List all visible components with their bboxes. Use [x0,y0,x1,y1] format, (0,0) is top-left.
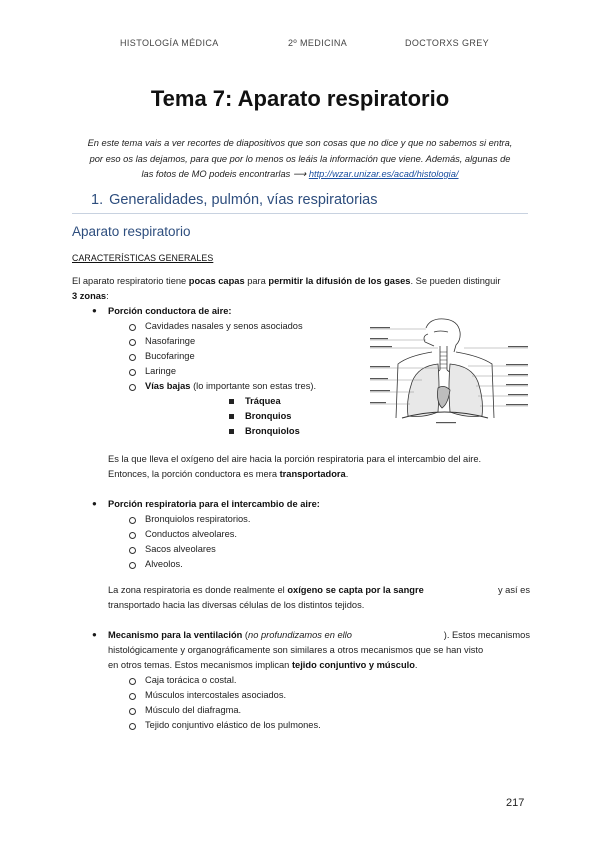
para1-bold-layers: pocas capas [188,276,245,286]
zone1-subitem [245,394,281,409]
zone2-desc-line2: transportado hacia las diversas células de los distintos tejidos. [108,600,365,610]
histology-link[interactable]: http://wzar.unizar.es/acad/histologia/ [308,169,459,179]
circle-bullet-icon [129,339,136,346]
circle-bullet-icon [129,708,136,715]
subheading-characteristics: CARACTERÍSTICAS GENERALES [72,253,214,263]
zone3-line3-bold: tejido conjuntivo y músculo [291,660,415,670]
circle-bullet-icon [129,547,136,554]
circle-bullet-icon [129,693,136,700]
zone1-description [108,452,530,482]
page-number: 217 [506,797,525,809]
zone3-paragraph [108,628,530,673]
circle-bullet-icon [129,532,136,539]
zone2-desc-line1-a [108,583,424,598]
zone2-desc-text: La zona respiratoria es donde realmente el [108,585,288,595]
zone3-item: Músculos intercostales asociados. [145,690,287,700]
zone2-item: Bronquiolos respiratorios. [145,514,251,524]
circle-bullet-icon [129,354,136,361]
intro-paragraph [68,136,532,183]
zone2-item: Conductos alveolares. [145,529,237,539]
para1-line2 [72,289,530,304]
square-bullet-icon [229,399,234,404]
para1-text-a: El aparato respiratorio tiene [72,276,189,286]
zone2-item: Alveolos. [145,559,183,569]
page-title: Tema 7: Aparato respiratorio [150,86,450,111]
zone3-line3-text: en otros temas. Estos mecanismos implican [108,660,292,670]
header-subject: HISTOLOGÍA MÉDICA [120,38,219,48]
para1-text-e: . Se pueden distinguir [410,276,501,286]
zone1-desc-bold: transportadora [279,469,346,479]
zone3-line3 [108,658,530,673]
circle-bullet-icon [129,384,136,391]
zone1-subitem-text: Bronquiolos [245,426,300,436]
zone3-item: Tejido conjuntivo elástico de los pulmones. [145,720,321,730]
zone1-item: Bucofaringe [145,351,195,361]
section-title: Generalidades, pulmón, vías respiratorias [109,192,378,208]
intro-line-3-text: las fotos de MO podeis encontrarlas ⟶ [141,169,307,179]
subsection-heading: Aparato respiratorio [72,224,191,239]
zone1-subitem [245,424,300,439]
zone1-desc-end: . [345,469,349,479]
zone3-line2: histológicamente y organográficamente son similares a otros mecanismos que se han visto [108,645,484,655]
zone3-italic: no profundizamos en ello [248,630,352,640]
intro-line-2: por eso os las dejamos, para que por lo menos os leáis la información que viene. Además, algunas de [89,153,511,164]
square-bullet-icon [229,414,234,419]
para1-bold-diffusion: permitir la difusión de los gases [268,276,411,286]
circle-bullet-icon [129,562,136,569]
zone2-item: Sacos alveolares [145,544,216,554]
respiratory-diagram-svg [368,318,530,430]
intro-line-1: En este tema vais a ver recortes de diapositivos que son cosas que no dice y que no sabemos si entra, [87,138,513,148]
vias-bajas-rest: (lo importante son estas tres). [190,381,317,391]
zone3-paren-close: ). Estos mecanismos [443,630,530,640]
intro-body-paragraph [72,274,530,304]
para1-bold-zones: 3 zonas [72,291,107,301]
para1-text-c: para [244,276,269,286]
zone3-line1 [108,628,530,643]
zone1-item: Cavidades nasales y senos asociados [145,321,303,331]
section-heading [91,192,377,208]
bullet-icon: ● [92,499,97,508]
zone2-description [108,583,530,613]
square-bullet-icon [229,429,234,434]
zone2-desc-line1 [108,583,530,598]
zone3-item: Músculo del diafragma. [145,705,242,715]
vias-bajas-bold: Vías bajas [145,381,191,391]
circle-bullet-icon [129,723,136,730]
circle-bullet-icon [129,369,136,376]
zone1-desc-line1: Es la que lleva el oxígeno del aire hacia la porción respiratoria para el intercambio del aire. [108,454,482,464]
section-number: 1. [91,192,104,208]
circle-bullet-icon [129,324,136,331]
respiratory-system-diagram [368,318,530,430]
zone1-item: Nasofaringe [145,336,196,346]
intro-line-3 [68,167,532,183]
zone1-subitem [245,409,291,424]
zone1-subitem-text: Bronquios [245,411,292,421]
zone2-desc-end: y así es [497,585,530,595]
bullet-icon: ● [92,630,97,639]
zone3-title: Mecanismo para la ventilación [108,630,243,640]
zone1-subitem-text: Tráquea [245,396,281,406]
zone1-title [108,304,231,319]
circle-bullet-icon [129,517,136,524]
zone3-line1-a [108,628,352,643]
zone3-item: Caja torácica o costal. [145,675,237,685]
zone3-paren-open: ( [242,630,249,640]
para1-line1 [72,274,530,289]
zone1-item: Laringe [145,366,177,376]
zone3-line3-end: . [414,660,418,670]
zone1-title-text: Porción conductora de aire: [108,306,232,316]
para1-text-g: : [106,291,109,301]
zone2-title [108,497,320,512]
zone1-desc-line2 [108,467,530,482]
zone2-desc-bold: oxígeno se capta por la sangre [287,585,424,595]
zone1-item-vias [145,379,316,394]
header-author: DOCTORXS GREY [405,38,490,48]
header-course: 2º MEDICINA [288,38,348,48]
section-divider [72,213,528,214]
zone2-title-text: Porción respiratoria para el intercambio de aire: [108,499,320,509]
circle-bullet-icon [129,678,136,685]
bullet-icon: ● [92,306,97,315]
zone1-desc-text: Entonces, la porción conductora es mera [108,469,280,479]
